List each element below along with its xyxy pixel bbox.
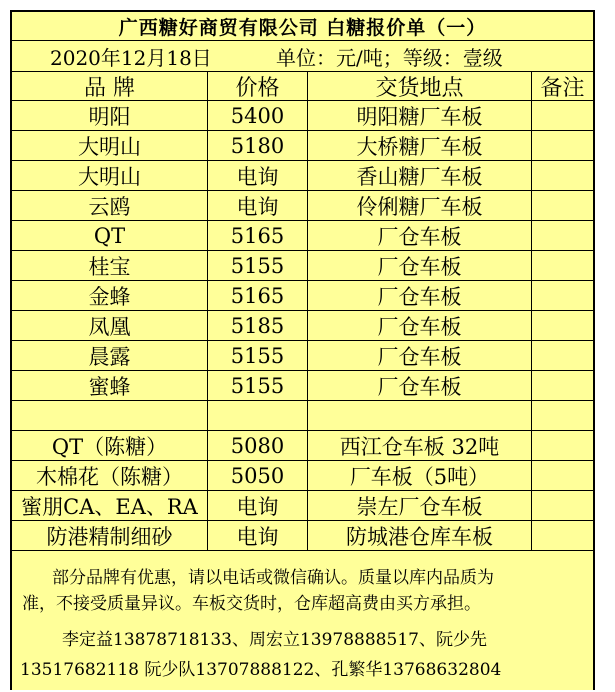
remarks-cell xyxy=(532,371,593,400)
header-brand: 品 牌 xyxy=(12,72,208,100)
location-cell: 厂仓车板 xyxy=(308,251,532,280)
quote-date: 2020年12月18日 xyxy=(50,45,212,70)
header-location: 交货地点 xyxy=(308,72,532,100)
remarks-cell xyxy=(532,131,593,160)
price-cell: 5400 xyxy=(208,101,308,130)
price-cell: 5185 xyxy=(208,311,308,340)
remarks-cell xyxy=(532,461,593,490)
price-cell: 5155 xyxy=(208,251,308,280)
title-row xyxy=(12,12,593,41)
brand-cell: 晨露 xyxy=(12,341,208,370)
price-cell: 5050 xyxy=(208,461,308,490)
table-row xyxy=(12,281,593,311)
location-cell: 厂仓车板 xyxy=(308,281,532,310)
header-row xyxy=(12,72,593,101)
unit-grade: 单位：元/吨；等级：壹级 xyxy=(276,45,503,70)
terms-line-1: 部分品牌有优惠，请以电话或微信确认。质量以库内品质为 xyxy=(52,568,494,588)
terms-line-2: 准，不接受质量异议。车板交货时，仓库超高费由买方承担。 xyxy=(22,594,481,614)
brand-cell: 大明山 xyxy=(12,131,208,160)
table-row xyxy=(12,371,593,401)
location-cell: 香山糖厂车板 xyxy=(308,161,532,190)
brand-cell: 凤凰 xyxy=(12,311,208,340)
brand-cell xyxy=(12,401,208,430)
table-row xyxy=(12,251,593,281)
brand-cell: 木棉花（陈糖） xyxy=(12,461,208,490)
table-row xyxy=(12,521,593,551)
location-cell: 崇左厂仓车板 xyxy=(308,491,532,520)
table-row xyxy=(12,431,593,461)
price-cell: 5080 xyxy=(208,431,308,460)
price-cell: 电询 xyxy=(208,191,308,220)
brand-cell: 云鸥 xyxy=(12,191,208,220)
price-cell: 5180 xyxy=(208,131,308,160)
price-cell: 电询 xyxy=(208,521,308,550)
brand-cell: 桂宝 xyxy=(12,251,208,280)
contact-info xyxy=(12,624,593,692)
location-cell: 厂仓车板 xyxy=(308,341,532,370)
remarks-cell xyxy=(532,431,593,460)
price-sheet xyxy=(10,10,595,690)
location-cell: 明阳糖厂车板 xyxy=(308,101,532,130)
remarks-cell xyxy=(532,281,593,310)
table-row xyxy=(12,401,593,431)
sheet-title: 广西糖好商贸有限公司 白糖报价单（一） xyxy=(118,16,487,39)
location-cell: 西江仓车板 32吨 xyxy=(308,431,532,460)
remarks-cell xyxy=(532,161,593,190)
location-cell: 厂车板（5吨） xyxy=(308,461,532,490)
price-cell: 5155 xyxy=(208,371,308,400)
terms-notes xyxy=(12,561,593,621)
remarks-cell xyxy=(532,311,593,340)
location-cell: 伶俐糖厂车板 xyxy=(308,191,532,220)
contact-line-1: 李定益13878718133、周宏立13978888517、阮少先 xyxy=(62,630,487,650)
remarks-cell xyxy=(532,191,593,220)
brand-cell: 蜜朋CA、EA、RA xyxy=(12,491,208,520)
remarks-cell xyxy=(532,341,593,370)
brand-cell: 防港精制细砂 xyxy=(12,521,208,550)
price-cell: 5155 xyxy=(208,341,308,370)
brand-cell: QT（陈糖） xyxy=(12,431,208,460)
location-cell: 大桥糖厂车板 xyxy=(308,131,532,160)
header-price: 价格 xyxy=(208,72,308,100)
table-row xyxy=(12,311,593,341)
table-row xyxy=(12,461,593,491)
brand-cell: QT xyxy=(12,221,208,250)
location-cell xyxy=(308,401,532,430)
table-row xyxy=(12,131,593,161)
remarks-cell xyxy=(532,491,593,520)
table-row xyxy=(12,341,593,371)
brand-cell: 蜜蜂 xyxy=(12,371,208,400)
brand-cell: 大明山 xyxy=(12,161,208,190)
location-cell: 厂仓车板 xyxy=(308,311,532,340)
remarks-cell xyxy=(532,101,593,130)
header-remarks: 备注 xyxy=(540,75,585,100)
remarks-cell xyxy=(532,401,593,430)
brand-cell: 金蜂 xyxy=(12,281,208,310)
table-row xyxy=(12,101,593,131)
price-cell: 电询 xyxy=(208,161,308,190)
remarks-cell xyxy=(532,521,593,550)
price-cell xyxy=(208,401,308,430)
price-cell: 电询 xyxy=(208,491,308,520)
table-row xyxy=(12,491,593,521)
location-cell: 厂仓车板 xyxy=(308,371,532,400)
location-cell: 防城港仓库车板 xyxy=(308,521,532,550)
location-cell: 厂仓车板 xyxy=(308,221,532,250)
brand-cell: 明阳 xyxy=(12,101,208,130)
contact-line-2: 13517682118 阮少队13707888122、孔繁华13768632804 xyxy=(20,660,502,680)
remarks-cell xyxy=(532,251,593,280)
table-row xyxy=(12,161,593,191)
table-row xyxy=(12,221,593,251)
remarks-cell xyxy=(532,221,593,250)
price-cell: 5165 xyxy=(208,281,308,310)
table-row xyxy=(12,191,593,221)
meta-row xyxy=(12,41,593,72)
price-cell: 5165 xyxy=(208,221,308,250)
